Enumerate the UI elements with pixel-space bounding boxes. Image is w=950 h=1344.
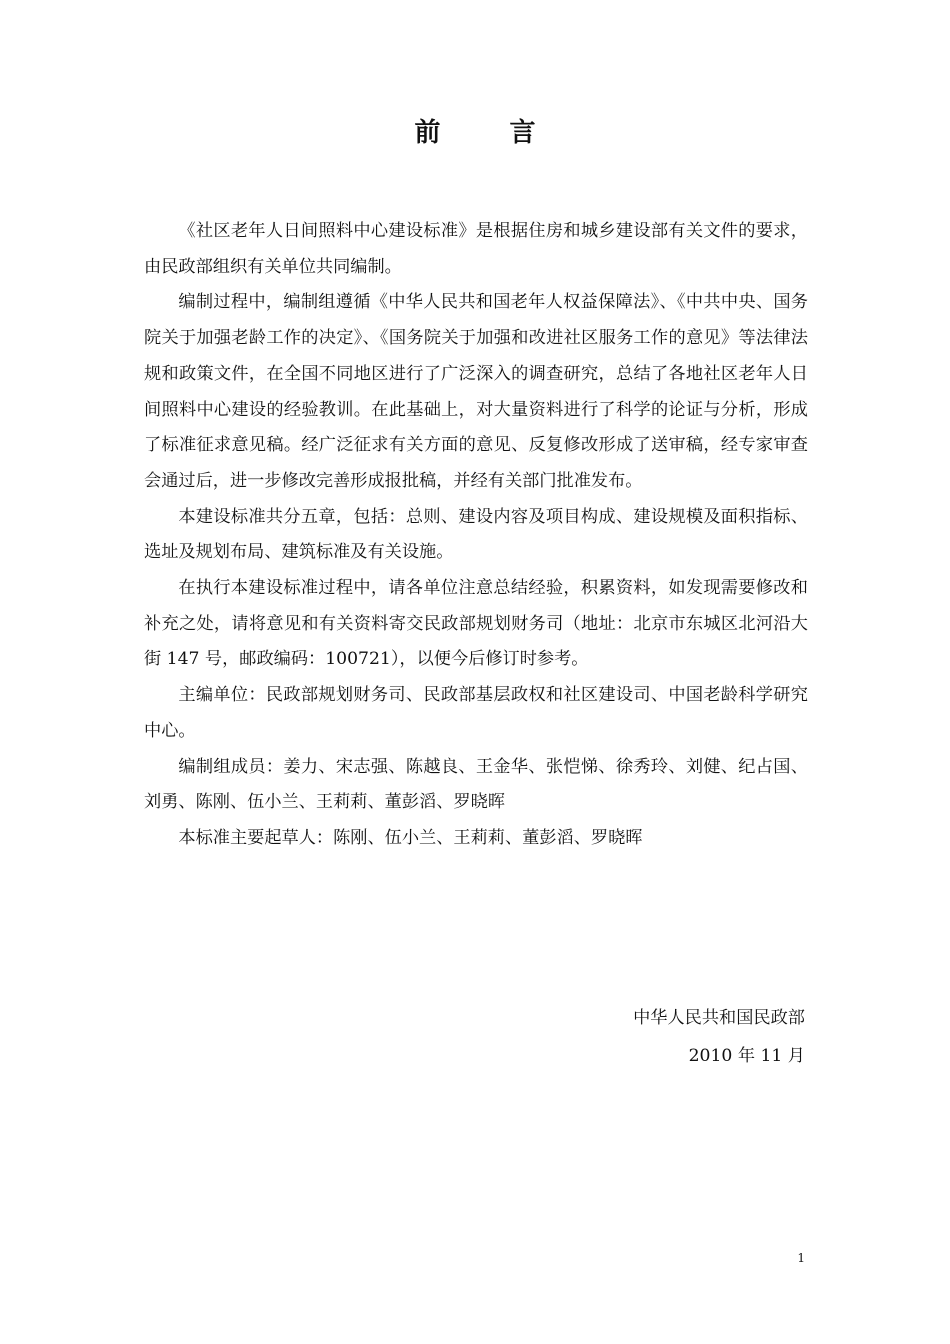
paragraph-chief-editors: 主编单位：民政部规划财务司、民政部基层政权和社区建设司、中国老龄科学研究中心。 (144, 685, 808, 741)
paragraph-process: 编制过程中，编制组遵循《中华人民共和国老年人权益保障法》、《中共中央、国务院关于加强老龄工作的决定》、《国务院关于加强和改进社区服务工作的意见》等法律法规和政策文件，在全国不同地区进行了广泛深入的调查研究，总结了各地社区老年人日间照料中心建设的经验教训。在此基础上，对大量资料进行了科学的论证与分析，形成了标准征求意见稿。经广泛征求有关方面的意见、反复修改形成了送审稿，经专家审查会通过后，进一步修改完善形成报批稿，并经有关部门批准发布。 (144, 292, 808, 491)
paragraph-drafters: 本标准主要起草人：陈刚、伍小兰、王莉莉、董彭滔、罗晓晖 (178, 827, 643, 848)
preface-body (144, 214, 808, 857)
page-number: 1 (797, 1251, 805, 1265)
signature-date: 2010 年 11 月 (688, 1046, 805, 1066)
paragraph-chapters: 本建设标准共分五章，包括：总则、建设内容及项目构成、建设规模及面积指标、选址及规划布局、建筑标准及有关设施。 (144, 506, 808, 563)
page-title: 前 言 (414, 118, 566, 148)
paragraph-background: 《社区老年人日间照料中心建设标准》是根据住房和城乡建设部有关文件的要求，由民政部组织有关单位共同编制。 (144, 221, 808, 277)
signature-organization: 中华人民共和国民政部 (633, 1008, 805, 1028)
paragraph-members: 编制组成员：姜力、宋志强、陈越良、王金华、张恺悌、徐秀玲、刘健、纪占国、刘勇、陈刚、伍小兰、王莉莉、董彭滔、罗晓晖 (144, 756, 808, 813)
paragraph-feedback: 在执行本建设标准过程中，请各单位注意总结经验，积累资料，如发现需要修改和补充之处，请将意见和有关资料寄交民政部规划财务司（地址：北京市东城区北河沿大街 147 号，邮政编码：100721），以便今后修订时参考。 (144, 578, 808, 670)
